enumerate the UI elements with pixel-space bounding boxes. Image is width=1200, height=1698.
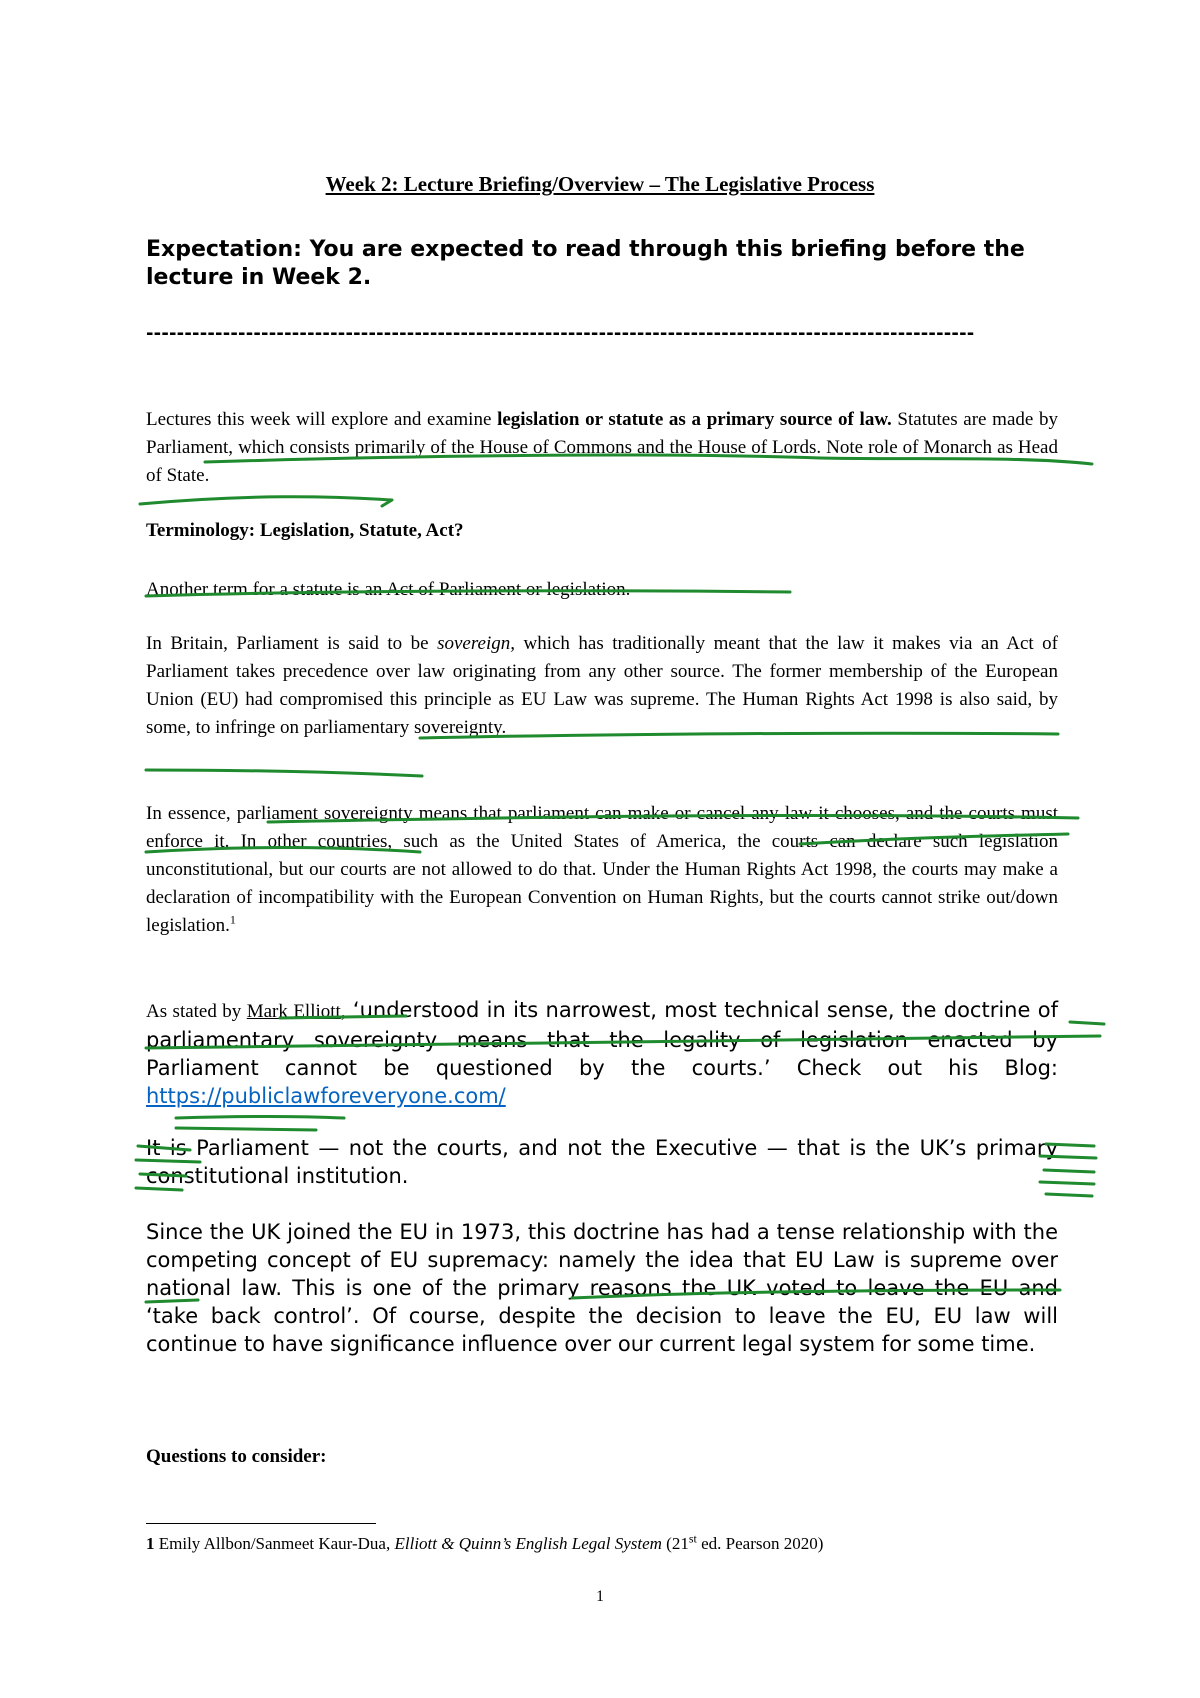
annotation-underline-blog xyxy=(176,1117,344,1119)
footnote-divider xyxy=(146,1523,376,1524)
page-title: Week 2: Lecture Briefing/Overview – The Legislative Process xyxy=(325,172,875,196)
intro-paragraph: Lectures this week will explore and examine legislation or statute as a primary source of law. Statutes are made by Parliament, which consists primarily of the House of Commons and the House of Lords. Note role of Monarch as Head of State. xyxy=(146,409,1058,486)
annotation-underline-commons xyxy=(140,497,392,506)
intro-bold-text: legislation or statute as a primary source of law. xyxy=(497,409,892,430)
blog-link[interactable]: https://publiclawforeveryone.com/ xyxy=(146,1084,506,1108)
annotation-underline-sovereignty xyxy=(146,770,422,776)
essence-paragraph: In essence, parliament sovereignty means that parliament can make or cancel any law it chooses, and the courts must enforce it. In other countries, such as the United States of America, the courts can declare such legislation unconstitutional, but our courts are not allowed to do that. Under the Human Rights Act 1998, the courts may make a declaration of incompatibility with the European Convention on Human Rights, but the courts cannot strike out/down legislation.$^1$ xyxy=(146,803,1058,936)
terminology-paragraph: Another term for a statute is an Act of Parliament or legislation. xyxy=(146,579,631,600)
questions-heading: Questions to consider: xyxy=(146,1446,327,1467)
footnote: 1 Emily Allbon/Sanmeet Kaur-Dua, Elliott & Quinn’s English Legal System (21st ed. Pearson 2020) xyxy=(146,1531,824,1553)
annotation-underline-blog-2 xyxy=(176,1128,316,1130)
expectation-note: Expectation: You are expected to read through this briefing before the lecture in Week 2. xyxy=(146,237,1025,290)
britain-paragraph: In Britain, Parliament is said to be sovereign, which has traditionally meant that the law it makes via an Act of Parliament takes precedence over law originating from any other source. The former membership of the European Union (EU) had compromised this principle as EU Law was supreme. The Human Rights Act 1998 is also said, by some, to infringe on parliamentary sovereignty. xyxy=(146,633,1058,738)
mark-elliott-name: Mark Elliott xyxy=(246,1001,341,1022)
footnote-number: 1 xyxy=(146,1534,155,1553)
annotation-underline-quote-2 xyxy=(1070,1022,1104,1024)
page-number: 1 xyxy=(596,1588,604,1605)
sovereign-italic: sovereign, xyxy=(437,633,515,654)
footnote-reference[interactable]: 1 xyxy=(229,912,236,927)
elliott-paragraph: As stated by Mark Elliott, ‘understood in its narrowest, most technical sense, the doctrine of parliamentary sovereignty means that the legality of legislation enacted by Parliament cannot be questioned by the courts.’ Check out his Blog: https://publiclawforeveryone.com/ xyxy=(146,998,1059,1108)
eu-supremacy-paragraph: Since the UK joined the EU in 1973, this doctrine has had a tense relationship with the competing concept of EU supremacy: namely the idea that EU Law is supreme over national law. This is one of the primary reasons the UK voted to leave the EU and ‘take back control’. Of course, despite the decision to leave the EU, EU law will continue to have significance influence over our current legal system for some time. xyxy=(146,1220,1058,1356)
separator-line: ------------------------------------------------------------------------------------------------------------ xyxy=(146,323,975,344)
terminology-heading: Terminology: Legislation, Statute, Act? xyxy=(146,520,464,541)
parliament-paragraph: It is Parliament — not the courts, and not the Executive — that is the UK’s primary constitutional institution. xyxy=(146,1136,1058,1188)
footnote-book-title: Elliott & Quinn’s English Legal System xyxy=(394,1534,662,1553)
